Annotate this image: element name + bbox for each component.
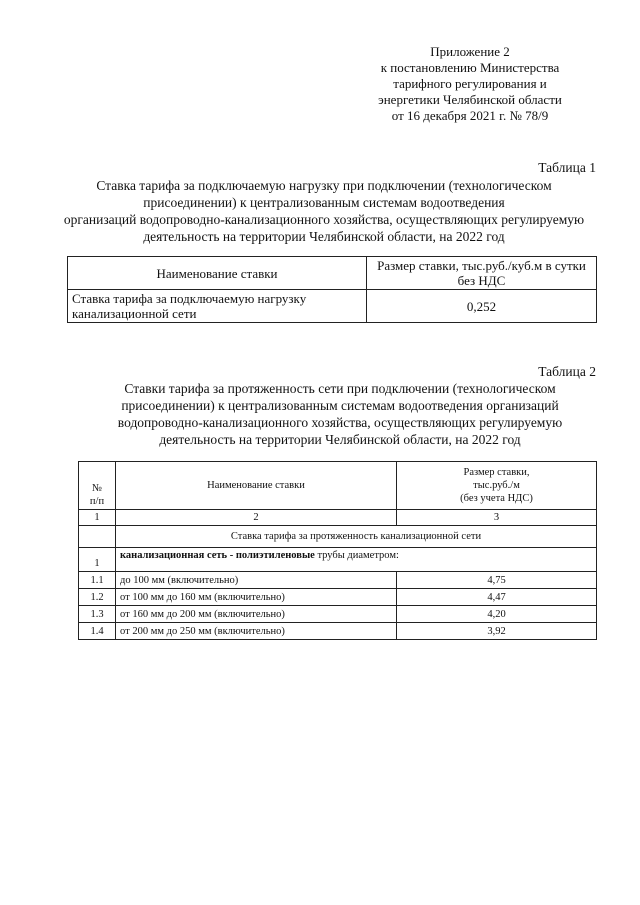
- row-num-cell: 1.4: [79, 623, 116, 640]
- row-value-cell: 4,20: [397, 606, 597, 623]
- table1-title: [44, 177, 604, 245]
- row-value-cell: 4,47: [397, 589, 597, 606]
- table2: [78, 461, 597, 640]
- appendix-line: от 16 декабря 2021 г. № 78/9: [391, 108, 549, 123]
- index-cell: 3: [397, 510, 597, 526]
- table1: [67, 256, 597, 323]
- row-value-cell: 4,75: [397, 572, 597, 589]
- row-name-line: канализационной сети: [72, 306, 197, 321]
- appendix-line: к постановлению Министерства: [380, 60, 560, 75]
- header-line: тыс.руб./м: [473, 480, 520, 491]
- appendix-header: [360, 44, 580, 124]
- section-row: [79, 526, 597, 548]
- group-name-cell: [116, 548, 597, 572]
- row-name-cell: до 100 мм (включительно): [116, 572, 397, 589]
- header-line: Размер ставки,: [463, 467, 530, 478]
- row-num-cell: 1.2: [79, 589, 116, 606]
- row-num-cell: 1.1: [79, 572, 116, 589]
- title-line: присоединении) к централизованным системам водоотведения: [143, 195, 505, 210]
- section-cell: Ставка тарифа за протяженность канализационной сети: [116, 526, 597, 548]
- header-line: Размер ставки, тыс.руб./куб.м в сутки: [377, 258, 586, 273]
- header-line: п/п: [89, 496, 105, 507]
- row-name-cell: от 160 мм до 200 мм (включительно): [116, 606, 397, 623]
- appendix-line: Приложение 2: [430, 44, 510, 59]
- table1-label: Таблица 1: [538, 160, 596, 175]
- title-line: Ставки тарифа за протяженность сети при подключении (технологическом: [124, 381, 556, 396]
- title-line: деятельность на территории Челябинской области, на 2022 год: [159, 432, 521, 447]
- table2-title: [80, 380, 600, 448]
- table-header-row: [68, 257, 597, 290]
- table-row: [68, 290, 597, 323]
- table-row: [79, 572, 597, 589]
- row-name-cell: [68, 290, 367, 323]
- header-cell-num: [79, 462, 116, 510]
- header-line: (без учета НДС): [460, 493, 533, 504]
- header-cell-name: Наименование ставки: [68, 257, 367, 290]
- index-cell: 1: [79, 510, 116, 526]
- title-line: водопроводно-канализационного хозяйства, осуществляющих регулируемую: [117, 415, 563, 430]
- appendix-line: тарифного регулирования и: [393, 76, 547, 91]
- index-row: [79, 510, 597, 526]
- title-line: организаций водопроводно-канализационного хозяйства, осуществляющих регулируемую: [63, 212, 585, 227]
- index-cell: 2: [116, 510, 397, 526]
- header-line: №: [91, 483, 103, 494]
- header-cell-name: Наименование ставки: [116, 462, 397, 510]
- title-line: присоединении) к централизованным системам водоотведения организаций: [121, 398, 559, 413]
- row-name-cell: от 200 мм до 250 мм (включительно): [116, 623, 397, 640]
- group-bold-text: канализационная сеть - полиэтиленовые: [120, 550, 315, 561]
- header-cell-size: [367, 257, 597, 290]
- row-name-line: Ставка тарифа за подключаемую нагрузку: [72, 291, 307, 306]
- row-name-cell: от 100 мм до 160 мм (включительно): [116, 589, 397, 606]
- table-row: [79, 589, 597, 606]
- header-cell-size: [397, 462, 597, 510]
- group-row: [79, 548, 597, 572]
- table2-label: Таблица 2: [538, 364, 596, 379]
- row-value-cell: 3,92: [397, 623, 597, 640]
- appendix-line: энергетики Челябинской области: [378, 92, 562, 107]
- title-line: деятельность на территории Челябинской области, на 2022 год: [143, 229, 505, 244]
- group-num-cell: 1: [79, 548, 116, 572]
- header-line: без НДС: [457, 273, 506, 288]
- table-row: [79, 606, 597, 623]
- row-value-cell: 0,252: [367, 290, 597, 323]
- title-line: Ставка тарифа за подключаемую нагрузку при подключении (технологическом: [96, 178, 552, 193]
- row-num-cell: 1.3: [79, 606, 116, 623]
- group-rest-text: трубы диаметром:: [314, 550, 399, 561]
- table-header-row: [79, 462, 597, 510]
- section-empty-cell: [79, 526, 116, 548]
- table-row: [79, 623, 597, 640]
